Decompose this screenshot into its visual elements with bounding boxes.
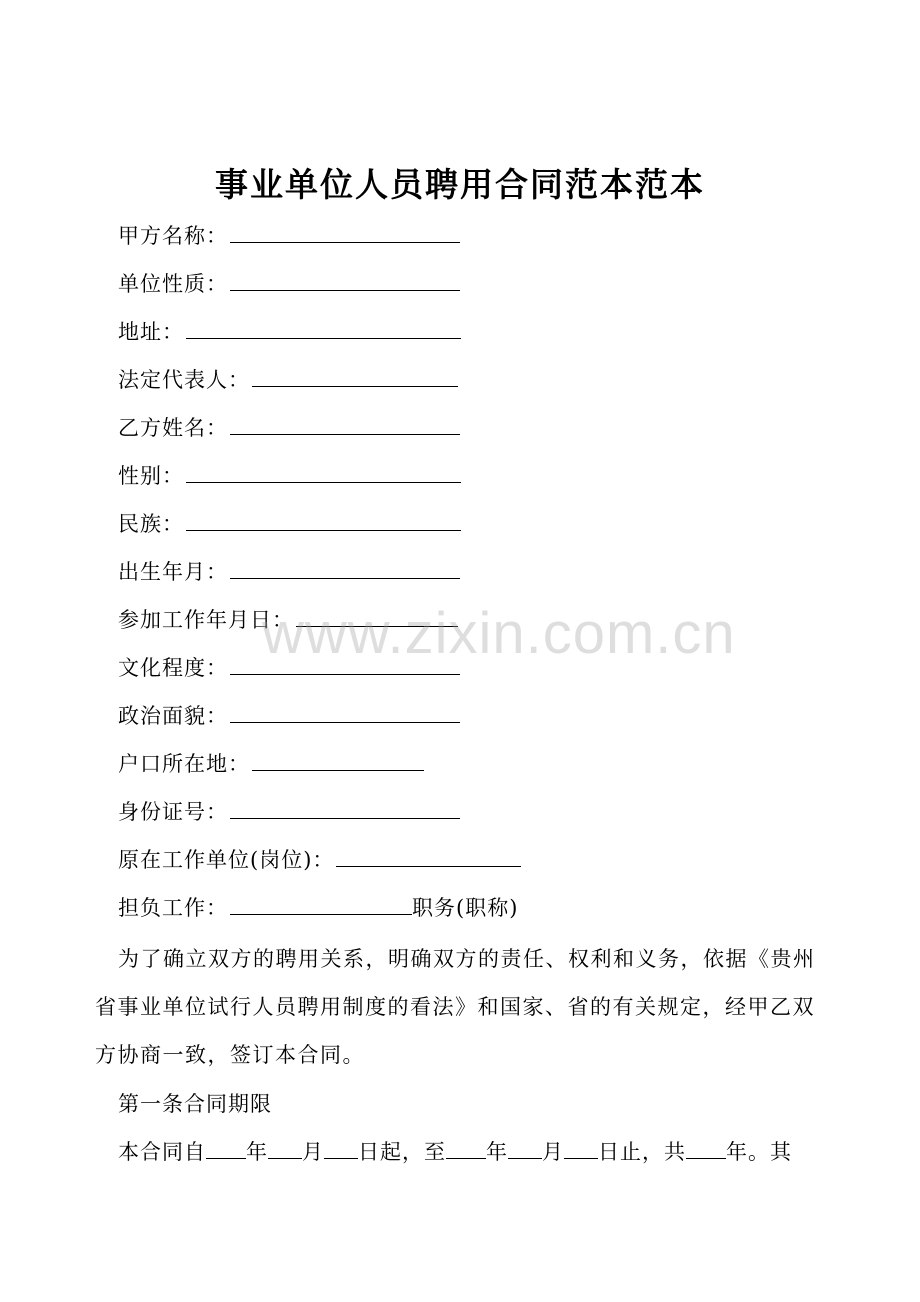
field-label: 甲方名称： [118,224,228,248]
field-legal-representative [118,363,458,397]
term-text: 本合同自 [118,1140,206,1164]
field-label: 地址： [118,320,184,344]
field-label: 参加工作年月日： [118,608,294,632]
fill-blank[interactable] [230,798,460,819]
field-address [118,315,461,349]
field-label: 民族： [118,512,184,536]
field-education [118,651,460,685]
field-label: 性别： [118,464,184,488]
fill-blank[interactable] [336,846,521,867]
field-label: 出生年月： [118,560,228,584]
fill-blank[interactable] [186,510,461,531]
field-label: 政治面貌： [118,704,228,728]
contract-term-line [118,1135,792,1169]
field-gender [118,459,461,493]
document-title: 事业单位人员聘用合同范本范本 [215,165,705,204]
term-text: 日止，共 [598,1140,686,1164]
fill-blank[interactable] [230,270,460,291]
fill-blank[interactable] [252,366,458,387]
section-heading: 第一条合同期限 [118,1092,272,1116]
field-party-a-name [118,219,460,253]
term-text: 月 [542,1140,564,1164]
field-label: 身份证号： [118,800,228,824]
watermark: www.zixin.com.cn [262,601,736,666]
term-text: 年 [486,1140,508,1164]
fill-blank[interactable] [296,606,458,627]
field-suffix: 职务(职称) [412,896,519,920]
fill-blank[interactable] [186,318,461,339]
field-original-employer [118,843,521,877]
field-label: 户口所在地： [118,752,250,776]
field-unit-nature [118,267,460,301]
field-id-number [118,795,460,829]
fill-blank[interactable] [564,1138,598,1159]
field-political-status [118,699,460,733]
fill-blank[interactable] [686,1138,726,1159]
field-label: 原在工作单位(岗位)： [118,848,335,872]
field-birth-date [118,555,460,589]
field-work-start-date [118,603,458,637]
fill-blank[interactable] [230,702,460,723]
fill-blank[interactable] [230,222,460,243]
fill-blank[interactable] [268,1138,302,1159]
term-text: 日起，至 [358,1140,446,1164]
fill-blank[interactable] [206,1138,246,1159]
term-text: 月 [302,1140,324,1164]
fill-blank[interactable] [446,1138,486,1159]
field-ethnicity [118,507,461,541]
field-label: 担负工作： [118,896,228,920]
term-text: 年 [246,1140,268,1164]
term-text: 年。其 [726,1140,792,1164]
field-label: 文化程度： [118,656,228,680]
fill-blank[interactable] [186,462,461,483]
fill-blank[interactable] [230,414,460,435]
fill-blank[interactable] [230,894,412,915]
fill-blank[interactable] [230,558,460,579]
fill-blank[interactable] [252,750,424,771]
field-label: 法定代表人： [118,368,250,392]
field-household-location [118,747,424,781]
field-assigned-work [118,891,518,925]
field-party-b-name [118,411,460,445]
field-label: 单位性质： [118,272,228,296]
fill-blank[interactable] [508,1138,542,1159]
field-label: 乙方姓名： [118,416,228,440]
fill-blank[interactable] [324,1138,358,1159]
preamble-paragraph: 为了确立双方的聘用关系，明确双方的责任、权利和义务，依据《贵州省事业单位试行人员聘用制度的看法》和国家、省的有关规定，经甲乙双方协商一致，签订本合同。 [95,947,816,1067]
fill-blank[interactable] [230,654,460,675]
